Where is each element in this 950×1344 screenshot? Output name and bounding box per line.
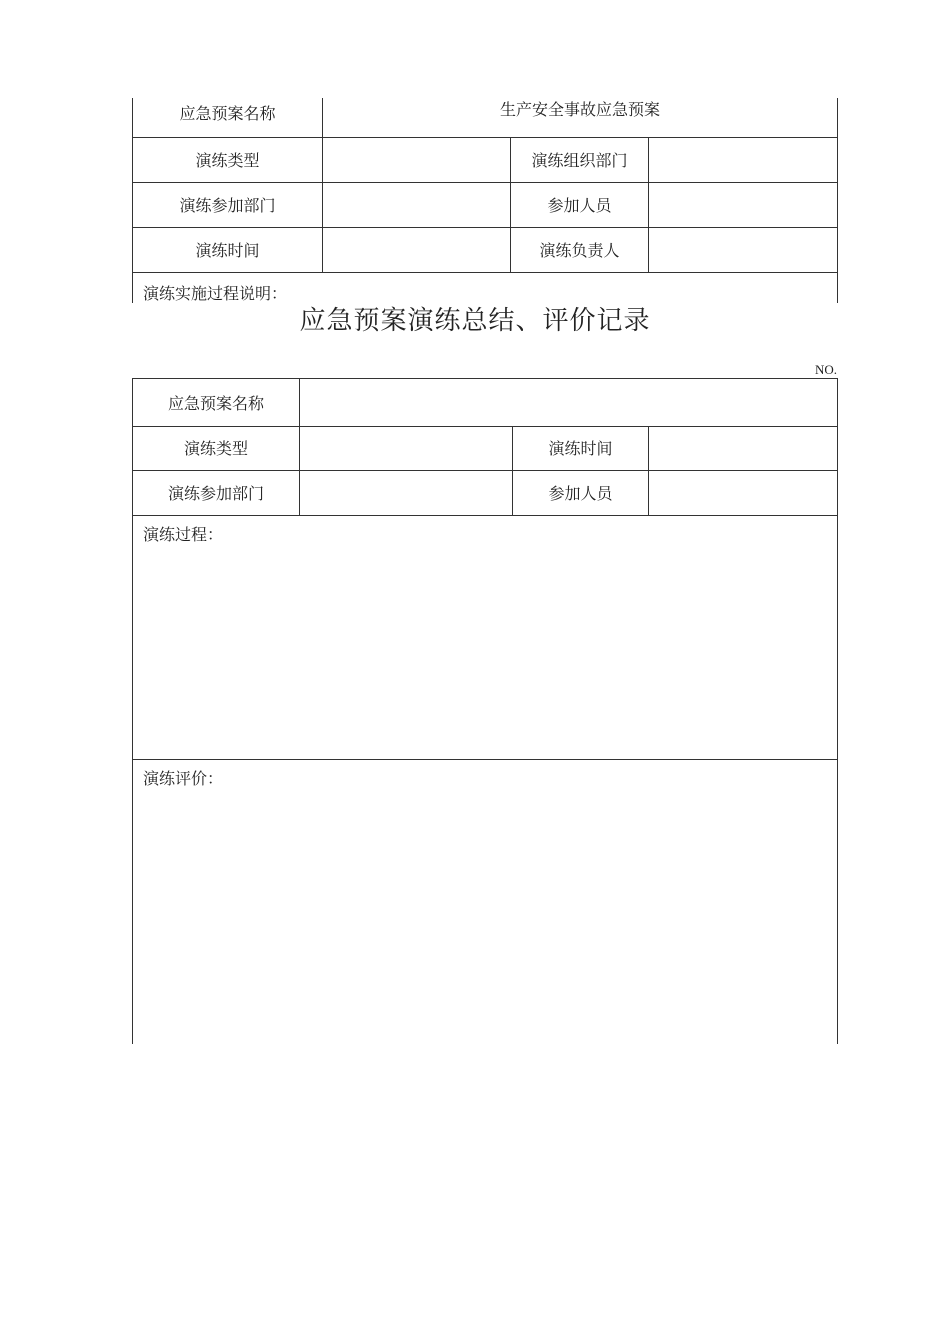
summary-plan-name-label: 应急预案名称 <box>167 394 264 413</box>
summary-drill-dept-label: 演练参加部门 <box>167 484 264 503</box>
drill-leader-label: 演练负责人 <box>539 241 620 260</box>
summary-drill-dept-field[interactable] <box>300 471 512 515</box>
table2-row-divider-3 <box>132 515 838 516</box>
summary-drill-type-field[interactable] <box>300 427 512 470</box>
plan-name-value[interactable]: 生产安全事故应急预案 <box>499 100 660 119</box>
participants-field[interactable] <box>649 183 837 227</box>
drill-dept-label: 演练参加部门 <box>179 196 276 215</box>
drill-org-label: 演练组织部门 <box>531 151 628 170</box>
drill-time-field[interactable] <box>323 228 510 272</box>
drill-evaluation-textarea[interactable] <box>133 792 837 1044</box>
summary-drill-time-field[interactable] <box>649 427 837 470</box>
participants-label: 参加人员 <box>547 196 612 215</box>
table2-right-border <box>837 378 838 1044</box>
table1-row-divider-4 <box>132 272 838 273</box>
summary-participants-field[interactable] <box>649 471 837 515</box>
drill-type-label: 演练类型 <box>195 151 260 170</box>
drill-evaluation-label: 演练评价： <box>143 769 224 788</box>
drill-process-textarea[interactable] <box>133 548 837 759</box>
summary-drill-type-label: 演练类型 <box>183 439 248 458</box>
table2-row-divider-4 <box>132 759 838 760</box>
process-desc-label: 演练实施过程说明： <box>143 284 288 303</box>
drill-dept-field[interactable] <box>323 183 510 227</box>
record-number-label: NO. <box>814 362 837 377</box>
drill-time-label: 演练时间 <box>195 241 260 260</box>
summary-plan-name-field[interactable] <box>300 379 837 426</box>
drill-process-label: 演练过程： <box>143 525 224 544</box>
drill-type-field[interactable] <box>323 138 510 182</box>
drill-leader-field[interactable] <box>649 228 837 272</box>
plan-name-label: 应急预案名称 <box>179 104 276 123</box>
summary-title: 应急预案演练总结、评价记录 <box>299 306 651 336</box>
drill-org-field[interactable] <box>649 138 837 182</box>
summary-participants-label: 参加人员 <box>548 484 613 503</box>
summary-drill-time-label: 演练时间 <box>548 439 613 458</box>
